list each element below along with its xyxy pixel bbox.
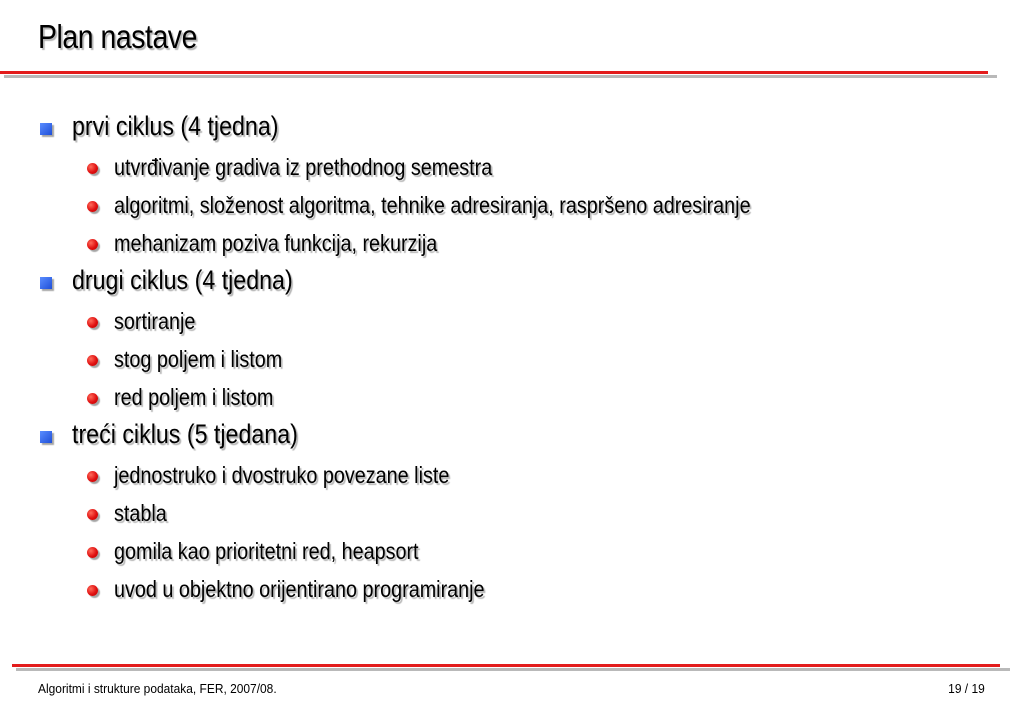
list-item-text: mehanizam poziva funkcija, rekurzija [114, 230, 438, 256]
list-item [38, 148, 998, 186]
round-bullet-icon [87, 355, 98, 366]
title-rule-shadow [4, 75, 997, 78]
list-item [38, 224, 998, 262]
round-bullet-icon [87, 393, 98, 404]
section-label: prvi ciklus (4 tjedna) [72, 111, 279, 141]
footer-page-number: 19 / 19 [948, 681, 985, 696]
list-item-text: uvod u objektno orijentirano programiranje [114, 576, 485, 602]
square-bullet-icon [40, 123, 52, 135]
round-bullet-icon [87, 585, 98, 596]
list-item [38, 494, 998, 532]
list-item-text: sortiranje [114, 308, 196, 334]
round-bullet-icon [87, 471, 98, 482]
round-bullet-icon [87, 317, 98, 328]
list-item-text: gomila kao prioritetni red, heapsort [114, 538, 419, 564]
round-bullet-icon [87, 163, 98, 174]
square-bullet-icon [40, 431, 52, 443]
section-label: drugi ciklus (4 tjedna) [72, 265, 293, 295]
list-item-text: utvrđivanje gradiva iz prethodnog semestra [114, 154, 493, 180]
list-item [38, 378, 998, 416]
round-bullet-icon [87, 547, 98, 558]
list-item [38, 340, 998, 378]
list-item [38, 456, 998, 494]
round-bullet-icon [87, 201, 98, 212]
list-item-text: stabla [114, 500, 167, 526]
slide-content [38, 108, 998, 608]
section-label: treći ciklus (5 tjedana) [72, 419, 298, 449]
footer-rule [12, 664, 1000, 667]
footer-course: Algoritmi i strukture podataka, FER, 2007/08. [38, 681, 277, 696]
square-bullet-icon [40, 277, 52, 289]
title-rule [0, 71, 988, 74]
list-item [38, 302, 998, 340]
list-item [38, 532, 998, 570]
round-bullet-icon [87, 509, 98, 520]
list-item [38, 570, 998, 608]
section-item [38, 416, 998, 456]
footer-rule-shadow [16, 668, 1010, 671]
round-bullet-icon [87, 239, 98, 250]
list-item-text: red poljem i listom [114, 384, 274, 410]
section-item [38, 108, 998, 148]
slide-title: Plan nastave [38, 18, 197, 55]
list-item [38, 186, 998, 224]
list-item-text: stog poljem i listom [114, 346, 283, 372]
list-item-text: algoritmi, složenost algoritma, tehnike adresiranja, raspršeno adresiranje [114, 192, 751, 218]
list-item-text: jednostruko i dvostruko povezane liste [114, 462, 450, 488]
section-item [38, 262, 998, 302]
